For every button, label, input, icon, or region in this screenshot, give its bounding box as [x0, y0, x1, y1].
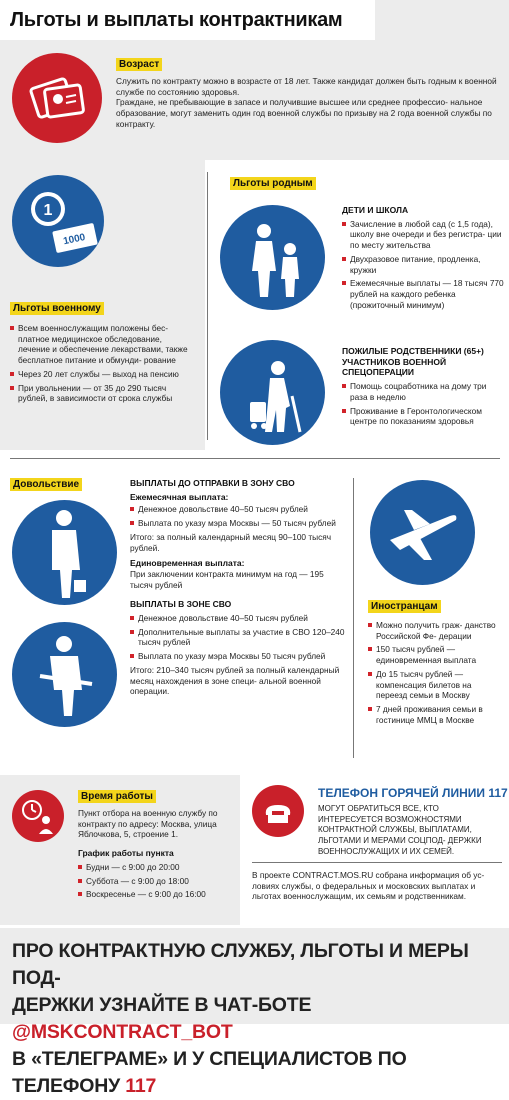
footer-text [12, 938, 502, 1100]
schedule-title: График работы пункта [78, 848, 174, 859]
hours-header: Время работы [78, 790, 156, 803]
elders-item: Проживание в Геронтологическом центре по показаниям здоровья [342, 406, 504, 427]
divider-vertical-1 [207, 172, 208, 440]
age-paragraph-2: Граждане, не пребывающие в запасе и получившие высшее или среднее профессио- нальное образование, могут заменить один год военной службы по призыву на 2 года военной службы по контракту. [116, 97, 492, 129]
age-paragraph-1: Служить по контракту можно в возрасте от 18 лет. Также кандидат должен быть годным к военной службе по состоянию здоровья. [116, 76, 497, 97]
allowance-header: Довольствие [10, 478, 82, 491]
foreigners-item: 7 дней проживания семьи в гостинице ММЦ в Москве [368, 704, 498, 725]
elders-item: Помощь соцработника на дому три раза в неделю [342, 381, 504, 402]
age-text [116, 76, 501, 130]
soldier-icon [12, 500, 117, 605]
hotline-text: МОГУТ ОБРАТИТЬСЯ ВСЕ, КТО ИНТЕРЕСУЕТСЯ ВОЗМОЖНОСТЯМИ КОНТРАКТНОЙ СЛУЖБЫ, ВЫПЛАТАМИ, ЛЬГОТАМИ И МЕРАМИ СОЦПОД- ДЕРЖКИ ВОЕННОСЛУЖАЩИХ И ИХ СЕМЕЙ. [318, 804, 482, 856]
parent-child-icon [220, 205, 325, 310]
monthly-item: Денежное довольствие 40–50 тысяч рублей [130, 504, 345, 515]
schedule-item: Суббота — с 9:00 до 18:00 [78, 876, 238, 887]
military-list [10, 323, 195, 407]
footer-line-1: ПРО КОНТРАКТНУЮ СЛУЖБУ, ЛЬГОТЫ И МЕРЫ ПОД- [12, 940, 469, 989]
foreigners-item: До 15 тысяч рублей — компенсация билетов на переезд семьи в Москву [368, 669, 498, 701]
clock-person-icon [12, 790, 64, 842]
divider-horizontal-1 [10, 458, 500, 459]
foreigners-header: Иностранцам [368, 600, 441, 613]
kids-block [342, 205, 504, 313]
elderly-icon [220, 340, 325, 445]
military-item: Через 20 лет службы — выход на пенсию [10, 369, 195, 380]
airplane-icon [370, 480, 475, 585]
divider-horizontal-2 [252, 862, 502, 863]
zone-item: Выплата по указу мэра Москвы 50 тысяч рублей [130, 651, 345, 662]
before-title: ВЫПЛАТЫ ДО ОТПРАВКИ В ЗОНУ СВО [130, 478, 295, 488]
phone-icon [252, 785, 304, 837]
svg-text:1: 1 [43, 202, 53, 219]
relatives-header: Льготы родным [230, 177, 316, 190]
allowance-text [130, 478, 345, 697]
military-header: Льготы военному [10, 302, 104, 315]
foreigners-item: Можно получить граж- данство Российской Фе- дерации [368, 620, 498, 641]
kids-item: Зачисление в любой сад (с 1,5 года), школу вне очереди и без регистра- ции по месту жительства [342, 219, 504, 251]
elders-block [342, 346, 504, 430]
footer-line-2 [12, 992, 502, 1046]
foreigners-item: 150 тысяч рублей — единовременная выплата [368, 644, 498, 665]
kids-title: ДЕТИ И ШКОЛА [342, 205, 409, 215]
footer-line-3 [12, 1046, 502, 1100]
military-item: При увольнении — от 35 до 290 тысяч рублей, в зависимости от срока службы [10, 383, 195, 404]
zone-item: Денежное довольствие 40–50 тысяч рублей [130, 613, 345, 624]
page-title-box [0, 0, 375, 40]
armed-soldier-icon [12, 622, 117, 727]
footer-line-2a: ДЕРЖКИ УЗНАЙТЕ В ЧАТ-БОТЕ [12, 994, 312, 1016]
footer-line-3a: В «ТЕЛЕГРАМЕ» И У СПЕЦИАЛИСТОВ ПО ТЕЛЕФОНУ [12, 1048, 407, 1097]
kids-item: Ежемесячные выплаты — 18 тысяч 770 рублей на каждого ребенка (прожиточный минимум) [342, 278, 504, 310]
monthly-item: Выплата по указу мэра Москвы — 50 тысяч рублей [130, 518, 345, 529]
hours-text [78, 808, 238, 903]
schedule-item: Воскресенье — с 9:00 до 16:00 [78, 889, 238, 900]
monthly-title: Ежемесячная выплата: [130, 491, 229, 502]
telegram-bot-link[interactable]: @MSKCONTRACT_BOT [12, 1021, 233, 1043]
passport-icon [12, 53, 102, 143]
kids-item: Двухразовое питание, продленка, кружки [342, 254, 504, 275]
divider-vertical-2 [353, 478, 354, 758]
schedule-item: Будни — с 9:00 до 20:00 [78, 862, 238, 873]
foreigners-list [368, 620, 498, 728]
zone-item: Дополнительные выплаты за участие в СВО 120–240 тысяч рублей [130, 627, 345, 648]
age-header: Возраст [116, 58, 162, 71]
page-title: Льготы и выплаты контрактникам [10, 9, 343, 31]
military-item: Всем военнослужащим положены бес- платное медицинское обследование, лечение и обеспечение лекарствами, также бесплатное питание и обмунди- рование [10, 323, 195, 366]
elders-title: ПОЖИЛЫЕ РОДСТВЕННИКИ (65+) УЧАСТНИКОВ ВОЕННОЙ СПЕЦОПЕРАЦИИ [342, 346, 484, 378]
hotline-title: ТЕЛЕФОН ГОРЯЧЕЙ ЛИНИИ 117 [318, 786, 508, 800]
zone-title: ВЫПЛАТЫ В ЗОНЕ СВО [130, 599, 232, 610]
once-text: При заключении контракта минимум на год — 195 тысяч рублей [130, 568, 324, 590]
once-title: Единовременная выплата: [130, 558, 245, 569]
project-text: В проекте CONTRACT.MOS.RU собрана информация об ус- ловиях службы, о федеральных и московских выплатах и льготах военнослужащим, их семьям и родственникам. [252, 870, 485, 902]
phone-number: 117 [125, 1075, 157, 1097]
monthly-total: Итого: за полный календарный месяц 90–100 тысяч рублей. [130, 531, 332, 553]
svg-text:1000: 1000 [62, 231, 87, 248]
hours-address: Пункт отбора на военную службу по контракту по адресу: Москва, улица Яблочкова, 5, строение 1. [78, 808, 218, 840]
zone-total: Итого: 210–340 тысяч рублей за полный календарный месяц нахождения в зоне специ- альной военной операции. [130, 664, 340, 697]
money-icon [12, 175, 104, 267]
